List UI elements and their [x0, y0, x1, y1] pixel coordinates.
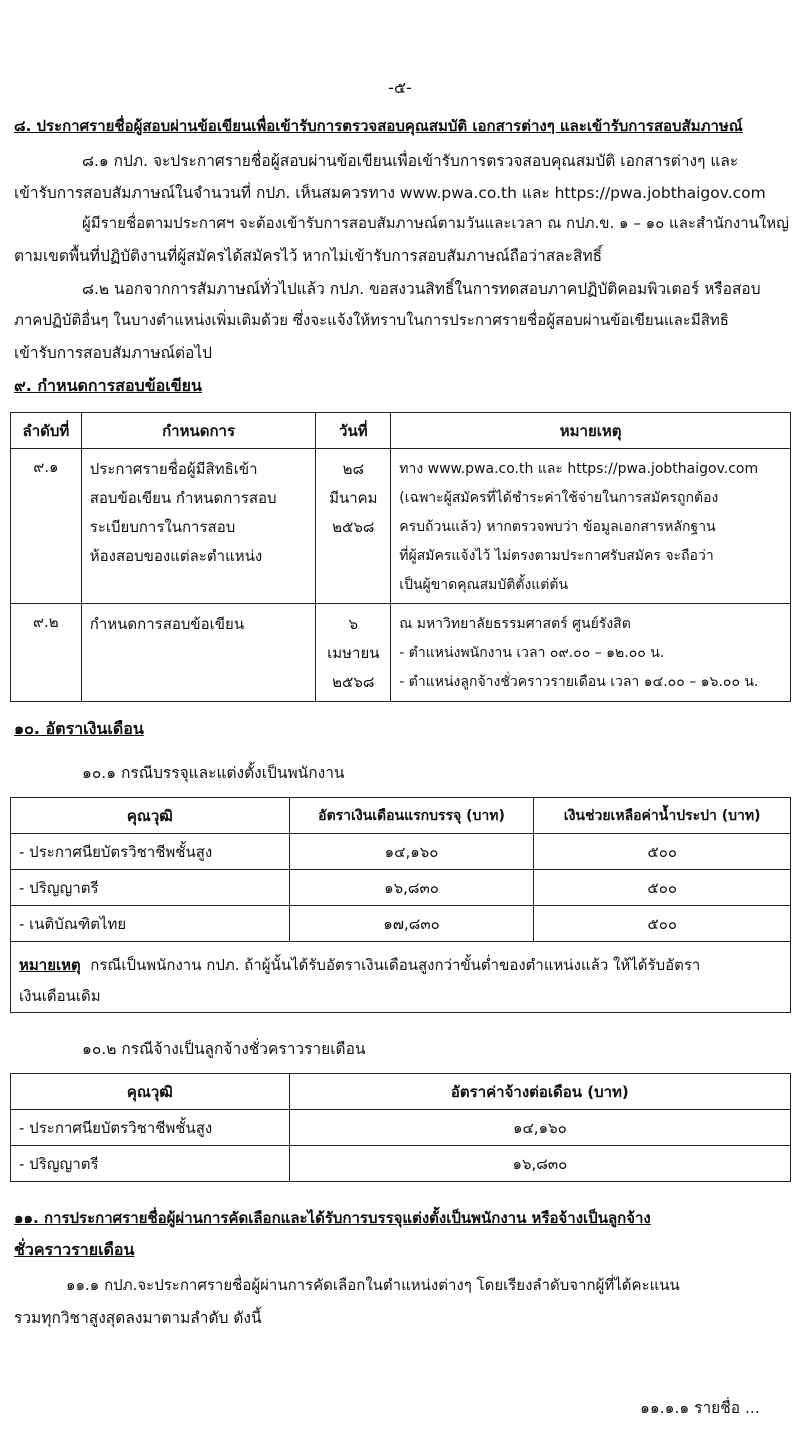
date-cell [316, 449, 391, 604]
table-row [11, 1110, 791, 1146]
table-row [11, 870, 791, 906]
salary-cell: ๑๔,๑๖๐ [289, 834, 534, 870]
qualification-cell: - ประกาศนียบัตรวิชาชีพชั้นสูง [11, 834, 290, 870]
table-header-row [11, 413, 791, 449]
column-header: กำหนดการ [81, 413, 316, 449]
cell-line: เมษายน [327, 644, 380, 662]
column-header: เงินช่วยเหลือค่าน้ำประปา (บาท) [534, 798, 791, 834]
note-text: กรณีเป็นพนักงาน กปภ. ถ้าผู้นั้นได้รับอัตราเงินเดือนสูงกว่าขั้นต่ำของตำแหน่งแล้ว ให้ได้รับอัตรา [90, 956, 701, 974]
table-note-line-2: เงินเดือนเดิม [19, 987, 101, 1005]
table-note-line-1 [19, 950, 782, 981]
salary-table-employee [10, 797, 791, 1013]
section-8-2-line-2: ภาคปฏิบัติอื่นๆ ในบางตำแหน่งเพิ่มเติมด้วย ซึ่งจะแจ้งให้ทราบในการประกาศรายชื่อผู้สอบผ่านข้อเขียนและมีสิทธิ [14, 311, 729, 329]
column-header: อัตราค่าจ้างต่อเดือน (บาท) [289, 1074, 790, 1110]
column-header: วันที่ [316, 413, 391, 449]
cell-line: ๒๘ [342, 460, 365, 478]
cell-line: กำหนดการสอบข้อเขียน [89, 615, 245, 633]
cell-line: ห้องสอบของแต่ละตำแหน่ง [89, 547, 263, 565]
section-10-2-subheading: ๑๐.๒ กรณีจ้างเป็นลูกจ้างชั่วคราวรายเดือน [82, 1040, 366, 1058]
salary-cell: ๑๗,๘๓๐ [289, 906, 534, 942]
wage-cell: ๑๖,๘๓๐ [289, 1146, 790, 1182]
exam-schedule-table [10, 412, 791, 702]
table-row [11, 1146, 791, 1182]
water-allowance-cell: ๕๐๐ [534, 870, 791, 906]
row-number: ๙.๑ [11, 449, 82, 604]
table-row [11, 906, 791, 942]
continued-marker: ๑๑.๑.๑ รายชื่อ ... [640, 1399, 760, 1417]
water-allowance-cell: ๕๐๐ [534, 906, 791, 942]
cell-line: ประกาศรายชื่อผู้มีสิทธิเข้า [89, 460, 258, 478]
cell-line: มีนาคม [329, 489, 378, 507]
cell-line: ๖ [348, 615, 359, 633]
table-note-cell [11, 942, 791, 1013]
column-header: หมายเหตุ [391, 413, 791, 449]
section-8-2-line-3: เข้ารับการสอบสัมภาษณ์ต่อไป [14, 344, 212, 362]
water-allowance-cell: ๕๐๐ [534, 834, 791, 870]
table-note-row [11, 942, 791, 1013]
column-header: คุณวุฒิ [11, 1074, 290, 1110]
qualification-cell: - ปริญญาตรี [11, 1146, 290, 1182]
salary-table-temporary [10, 1073, 791, 1182]
wage-cell: ๑๔,๑๖๐ [289, 1110, 790, 1146]
table-header-row [11, 798, 791, 834]
section-8-1-line-3: ผู้มีรายชื่อตามประกาศฯ จะต้องเข้ารับการสอบสัมภาษณ์ตามวันและเวลา ณ กปภ.ข. ๑ – ๑๐ และสำนักงานใหญ่ [82, 214, 789, 232]
column-header: อัตราเงินเดือนแรกบรรจุ (บาท) [289, 798, 534, 834]
section-9-heading: ๙. กำหนดการสอบข้อเขียน [14, 376, 202, 395]
section-11-1-line-2: รวมทุกวิชาสูงสุดลงมาตามลำดับ ดังนี้ [14, 1309, 262, 1327]
section-11-heading-line-2: ชั่วคราวรายเดือน [14, 1240, 135, 1259]
section-10-heading: ๑๐. อัตราเงินเดือน [14, 719, 144, 738]
cell-line: ที่ผู้สมัครแจ้งไว้ ไม่ตรงตามประกาศรับสมัคร จะถือว่า [399, 548, 714, 564]
cell-line: ครบถ้วนแล้ว) หากตรวจพบว่า ข้อมูลเอกสารหลักฐาน [399, 519, 716, 535]
row-number: ๙.๒ [11, 604, 82, 702]
qualification-cell: - ปริญญาตรี [11, 870, 290, 906]
section-8-1-line-1: ๘.๑ กปภ. จะประกาศรายชื่อผู้สอบผ่านข้อเขียนเพื่อเข้ารับการตรวจสอบคุณสมบัติ เอกสารต่างๆ และ [82, 152, 739, 170]
cell-line: - ตำแหน่งพนักงาน เวลา ๐๙.๐๐ – ๑๒.๐๐ น. [399, 645, 665, 661]
qualification-cell: - เนติบัณฑิตไทย [11, 906, 290, 942]
section-11-heading-line-1: ๑๑. การประกาศรายชื่อผู้ผ่านการคัดเลือกและได้รับการบรรจุแต่งตั้งเป็นพนักงาน หรือจ้างเป็นลูกจ้าง [14, 1209, 651, 1227]
column-header: คุณวุฒิ [11, 798, 290, 834]
cell-line: (เฉพาะผู้สมัครที่ได้ชำระค่าใช้จ่ายในการสมัครถูกต้อง [399, 490, 719, 506]
schedule-cell [81, 449, 316, 604]
cell-line: ๒๕๖๘ [332, 518, 375, 536]
date-cell [316, 604, 391, 702]
page-number: -๕- [388, 78, 412, 97]
note-cell [391, 449, 791, 604]
section-8-heading: ๘. ประกาศรายชื่อผู้สอบผ่านข้อเขียนเพื่อเข้ารับการตรวจสอบคุณสมบัติ เอกสารต่างๆ และเข้ารับการสอบสัมภาษณ์ [14, 117, 743, 135]
cell-line: ทาง www.pwa.co.th และ https://pwa.jobthaigov.com [399, 461, 759, 477]
section-8-1-line-4: ตามเขตพื้นที่ปฏิบัติงานที่ผู้สมัครได้สมัครไว้ หากไม่เข้ารับการสอบสัมภาษณ์ถือว่าสละสิทธิ์ [14, 247, 603, 265]
table-row [11, 449, 791, 604]
section-8-2-line-1: ๘.๒ นอกจากการสัมภาษณ์ทั่วไปแล้ว กปภ. ขอสงวนสิทธิ์ในการทดสอบภาคปฏิบัติคอมพิวเตอร์ หรือสอบ [82, 280, 761, 298]
schedule-cell [81, 604, 316, 702]
cell-line: สอบข้อเขียน กำหนดการสอบ [89, 489, 277, 507]
cell-line: ระเบียบการในการสอบ [89, 518, 236, 536]
section-10-1-subheading: ๑๐.๑ กรณีบรรจุและแต่งตั้งเป็นพนักงาน [82, 764, 345, 782]
salary-cell: ๑๖,๘๓๐ [289, 870, 534, 906]
table-header-row [11, 1074, 791, 1110]
note-label: หมายเหตุ [19, 956, 81, 974]
table-row [11, 604, 791, 702]
column-header: ลำดับที่ [11, 413, 82, 449]
cell-line: ณ มหาวิทยาลัยธรรมศาสตร์ ศูนย์รังสิต [399, 616, 631, 632]
note-cell [391, 604, 791, 702]
cell-line: เป็นผู้ขาดคุณสมบัติตั้งแต่ต้น [399, 577, 569, 593]
cell-line: - ตำแหน่งลูกจ้างชั่วคราวรายเดือน เวลา ๑๔.๐๐ – ๑๖.๐๐ น. [399, 674, 759, 690]
qualification-cell: - ประกาศนียบัตรวิชาชีพชั้นสูง [11, 1110, 290, 1146]
table-row [11, 834, 791, 870]
cell-line: ๒๕๖๘ [332, 673, 375, 691]
section-8-1-line-2: เข้ารับการสอบสัมภาษณ์ในจำนวนที่ กปภ. เห็นสมควรทาง www.pwa.co.th และ https://pwa.jobthaigov.com [14, 184, 766, 202]
section-11-1-line-1: ๑๑.๑ กปภ.จะประกาศรายชื่อผู้ผ่านการคัดเลือกในตำแหน่งต่างๆ โดยเรียงลำดับจากผู้ที่ได้คะแนน [66, 1276, 680, 1294]
